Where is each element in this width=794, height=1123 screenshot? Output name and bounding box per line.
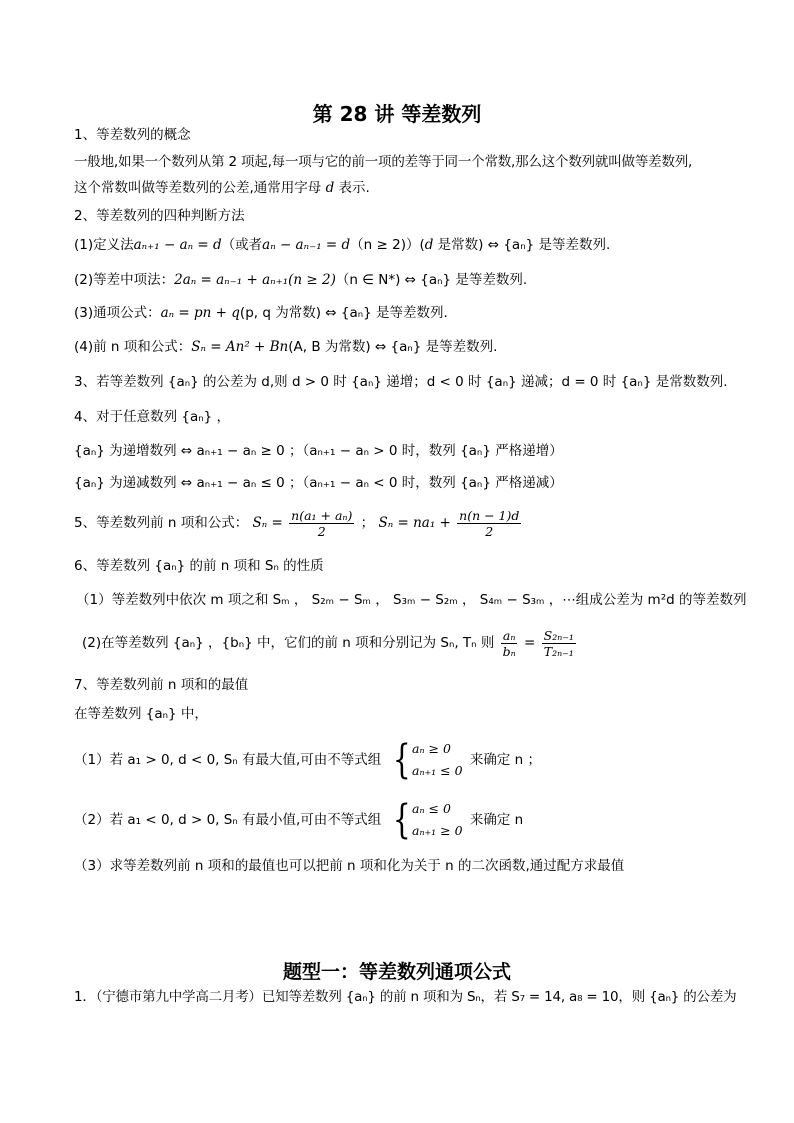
row: aₙ ≥ 0 [412,741,451,756]
text: ； [360,515,375,531]
text: 来确定 n [469,812,524,828]
brace: { [392,737,411,783]
text: （或者 [221,237,263,253]
math: Sₙ = An² + Bn [191,339,289,355]
numerator: n(n − 1)d [459,507,520,523]
row: aₙ₊₁ ≤ 0 [412,763,463,778]
denominator: bₙ [502,643,516,659]
numerator: aₙ [502,627,516,643]
denominator: 2 [317,523,326,539]
math: aₙ₊₁ − aₙ = d [133,237,222,253]
text: 来确定 n ； [469,752,541,768]
row: aₙ ≤ 0 [412,801,451,816]
page-title: 第 28 讲 等差数列 [312,102,482,126]
section-7-case-1 [74,737,541,783]
row: aₙ₊₁ ≥ 0 [412,823,463,838]
brace: { [392,797,411,843]
text: （1）若 a₁ > 0, d < 0, Sₙ 有最大值,可由不等式组 [74,752,382,768]
section-7-case-2 [74,797,523,843]
inequality-system-1 [389,738,463,782]
section-7-intro: 在等差数列 {aₙ} 中， [74,706,208,722]
question-1: 1．（宁德市第九中学高二月考）已知等差数列 {aₙ} 的前 n 项和为 Sₙ，若 S₇ = 14, a₈ = 10，则 {aₙ} 的公差为 [74,989,737,1005]
text: （n ≥ 2)）( [350,237,425,253]
math: Sₙ = [252,515,283,531]
method-middle-term [74,270,527,290]
text: 表示. [334,180,370,196]
text: (4)前 n 项和公式： [74,339,192,355]
method-definition [74,235,610,255]
math: Sₙ = na₁ + [378,515,451,531]
numerator: S₂ₙ₋₁ [543,627,574,643]
section-7-heading: 7、等差数列前 n 项和的最值 [74,677,249,693]
denominator: T₂ₙ₋₁ [543,643,574,659]
text: (1)定义法 [74,237,134,253]
text: （n ∈ N*) ⇔ {aₙ} 是等差数列. [335,272,528,288]
section-3: 3、若等差数列 {aₙ} 的公差为 d,则 d > 0 时 {aₙ} 递增；d < 0 时 {aₙ} 递减；d = 0 时 {aₙ} 是常数数列. [74,374,728,390]
math: = [524,635,536,651]
math: aₙ = pn + q [160,305,240,321]
text: (p, q 为常数) ⇔ {aₙ} 是等差数列. [239,305,448,321]
text: (2)在等差数列 {aₙ} ，{bₙ} 中，它们的前 n 项和分别记为 Sₙ, Tₙ 则 [82,635,495,651]
section-1-paragraph-line-1: 一般地,如果一个数列从第 2 项起,每一项与它的前一项的差等于同一个常数,那么这个数列就叫做等差数列, [74,154,693,170]
section-4-decreasing: {aₙ} 为递减数列 ⇔ aₙ₊₁ − aₙ ≤ 0 ；（aₙ₊₁ − aₙ < 0 时，数列 {aₙ} 严格递减） [74,475,563,491]
text: （2）若 a₁ < 0, d > 0, Sₙ 有最小值,可由不等式组 [74,812,382,828]
section-2-heading: 2、等差数列的四种判断方法 [74,208,245,224]
section-1-heading: 1、等差数列的概念 [74,127,191,143]
inequality-system-2 [389,798,463,842]
section-7-case-3: （3）求等差数列前 n 项和的最值也可以把前 n 项和化为关于 n 的二次函数,通过配方求最值 [74,858,625,874]
section-1-paragraph-line-2 [74,178,370,198]
math: d [325,180,335,196]
text: 是常数) ⇔ {aₙ} 是等差数列. [433,237,611,253]
text: (2)等差中项法： [74,272,175,288]
section-5 [74,505,523,541]
section-4-increasing: {aₙ} 为递增数列 ⇔ aₙ₊₁ − aₙ ≥ 0 ；（aₙ₊₁ − aₙ > 0 时，数列 {aₙ} 严格递增） [74,443,563,459]
section-6-property-1: （1）等差数列中依次 m 项之和 Sₘ ， S₂ₘ − Sₘ ， S₃ₘ − S₂ₘ ， S₄ₘ − S₃ₘ ，⋯组成公差为 m²d 的等差数列 [76,592,747,608]
text: (A, B 为常数) ⇔ {aₙ} 是等差数列. [288,339,498,355]
text: 5、等差数列前 n 项和公式： [74,515,249,531]
math: 2aₙ = aₙ₋₁ + aₙ₊₁(n ≥ 2) [174,272,336,288]
section-6-heading: 6、等差数列 {aₙ} 的前 n 项和 Sₙ 的性质 [74,558,324,574]
fraction-sum-1 [289,508,354,539]
numerator: n(a₁ + aₙ) [291,507,353,523]
text: 这个常数叫做等差数列的公差,通常用字母 [74,180,326,196]
denominator: 2 [485,523,494,539]
fraction-sum-2 [457,508,521,539]
section-4-heading: 4、对于任意数列 {aₙ} ， [74,409,231,425]
fraction-ratio-st [542,628,576,659]
method-general-term [74,303,448,323]
section-6-property-2 [82,625,578,661]
fraction-ratio-ab [501,628,518,659]
section-title-type-1: 题型一：等差数列通项公式 [282,961,511,983]
math: d [424,237,434,253]
math: aₙ − aₙ₋₁ = d [262,237,351,253]
text: (3)通项公式： [74,305,161,321]
method-sum-formula [74,337,497,357]
